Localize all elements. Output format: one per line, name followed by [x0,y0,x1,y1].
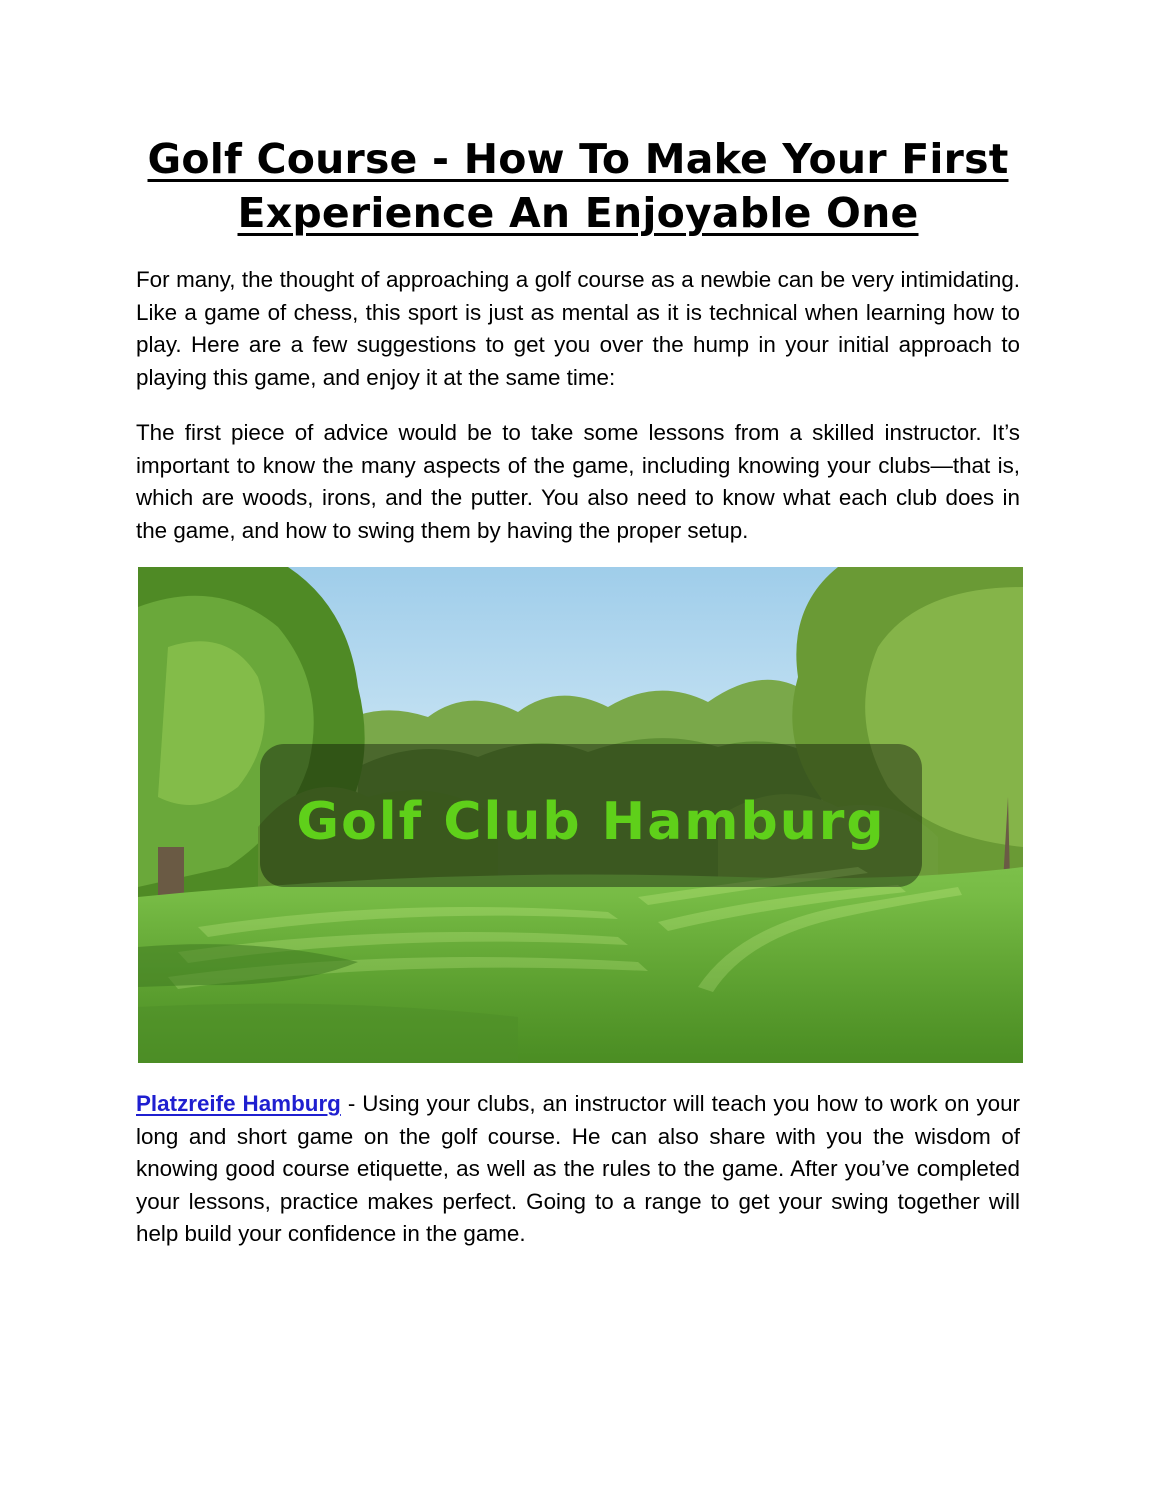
banner-text: Golf Club Hamburg [296,792,886,852]
lessons-paragraph-body: - Using your clubs, an instructor will teach you how to work on your long and short game on the golf course. He can also share with you the wisdom of knowing good course etiquette, as well as the rules to the game. After you’ve completed your lessons, practice makes perfect. Going to a range to get your swing together will help build your confidence in the game. [136,1091,1020,1247]
page-title: Golf Course - How To Make Your First Experience An Enjoyable One [147,135,1009,237]
golf-course-photo [138,567,1023,1063]
lessons-paragraph [136,1088,1020,1251]
platzreife-hamburg-link[interactable]: Platzreife Hamburg [136,1091,341,1116]
advice-paragraph: The first piece of advice would be to take some lessons from a skilled instructor. It’s important to know the many aspects of the game, including knowing your clubs—that is, which are woods, irons, and the putter. You also need to know what each club does in the game, and how to swing them by having the proper setup. [136,420,1020,543]
intro-paragraph: For many, the thought of approaching a golf course as a newbie can be very intimidating. Like a game of chess, this sport is just as mental as it is technical when learning how to play. Here are a few suggestions to get you over the hump in your initial approach to playing this game, and enjoy it at the same time: [136,267,1020,390]
